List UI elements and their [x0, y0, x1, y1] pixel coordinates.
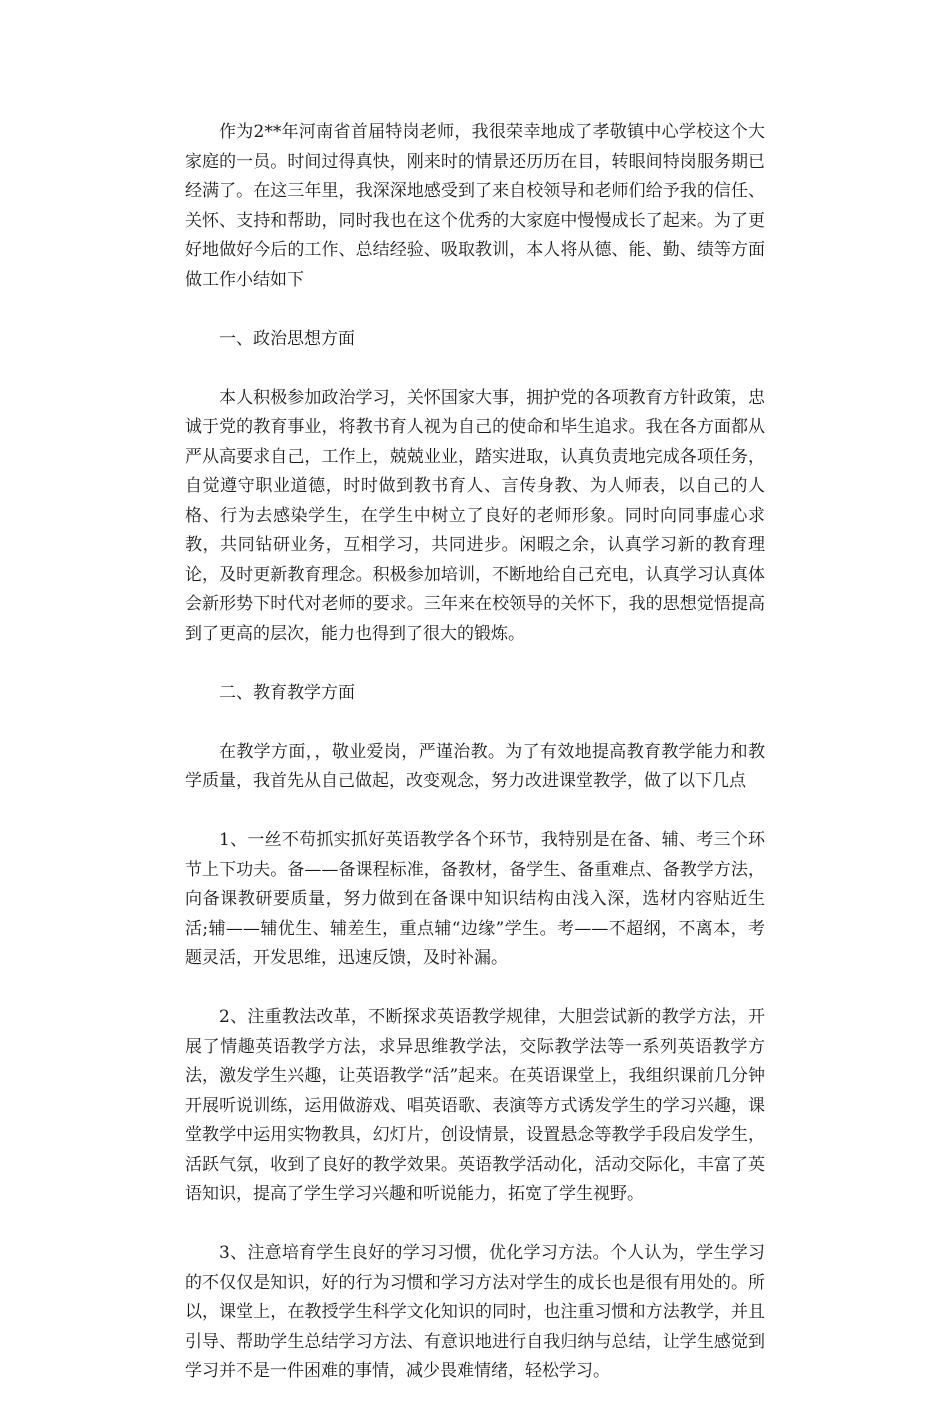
section-heading-politics: 一、政治思想方面 [219, 328, 355, 349]
intro-paragraph: 作为2**年河南省首届特岗老师，我很荣幸地成了孝敬镇中心学校这个大家庭的一员。时间过得真快，刚来时的情景还历历在目，转眼间特岗服务期已经满了。在这三年里，我深深地感受到了来自校领导和老师们给予我的信任、关怀、支持和帮助，同时我也在这个优秀的大家庭中慢慢成长了起来。为了更好地做好今后的工作、总结经验、吸取教训，本人将从德、能、勤、绩等方面做工作小结如下 [185, 122, 765, 290]
politics-paragraph: 本人积极参加政治学习，关怀国家大事，拥护党的各项教育方针政策，忠诚于党的教育事业，将教书育人视为自己的使命和毕生追求。我在各方面都从严从高要求自己，工作上，兢兢业业，踏实进取，认真负责地完成各项任务，自觉遵守职业道德，时时做到教书育人、言传身教、为人师表，以自己的人格、行为去感染学生，在学生中树立了良好的老师形象。同时向同事虚心求教，共同钻研业务，互相学习，共同进步。闲暇之余，认真学习新的教育理论，及时更新教育理念。积极参加培训，不断地给自己充电，认真学习认真体会新形势下时代对老师的要求。三年来在校领导的关怀下，我的思想觉悟提高到了更高的层次，能力也得到了很大的锻炼。 [185, 387, 765, 644]
teaching-point-1: 1、一丝不苟抓实抓好英语教学各个环节，我特别是在备、辅、考三个环节上下功夫。备——备课程标准，备教材，备学生、备重难点、备教学方法，向备课教研要质量，努力做到在备课中知识结构由浅入深，选材内容贴近生活;辅——辅优生、辅差生，重点辅“边缘”学生。考——不超纲，不离本，考题灵活，开发思维，迅速反馈，及时补漏。 [185, 830, 765, 968]
teaching-intro-paragraph: 在教学方面，，敬业爱岗，严谨治教。为了有效地提高教育教学能力和教学质量，我首先从自己做起，改变观念，努力改进课堂教学，做了以下几点 [185, 741, 765, 791]
document-body [185, 118, 765, 1416]
teaching-point-3: 3、注意培育学生良好的学习习惯，优化学习方法。个人认为，学生学习的不仅仅是知识，好的行为习惯和学习方法对学生的成长也是很有用处的。所以，课堂上，在教授学生科学文化知识的同时，也注重习惯和方法教学，并且引导、帮助学生总结学习方法、有意识地进行自我归纳与总结，让学生感觉到学习并不是一件困难的事情，减少畏难情绪，轻松学习。 [185, 1243, 765, 1381]
teaching-point-2: 2、注重教法改革，不断探求英语教学规律，大胆尝试新的教学方法，开展了情趣英语教学方法，求异思维教学法，交际教学法等一系列英语教学方法，激发学生兴趣，让英语教学“活”起来。在英语课堂上，我组织课前几分钟开展听说训练，运用做游戏、唱英语歌、表演等方式诱发学生的学习兴趣，课堂教学中运用实物教具，幻灯片，创设情景，设置悬念等教学手段启发学生，活跃气氛，收到了良好的教学效果。英语教学活动化，活动交际化，丰富了英语知识，提高了学生学习兴趣和听说能力，拓宽了学生视野。 [185, 1007, 765, 1204]
section-heading-teaching: 二、教育教学方面 [219, 682, 355, 703]
